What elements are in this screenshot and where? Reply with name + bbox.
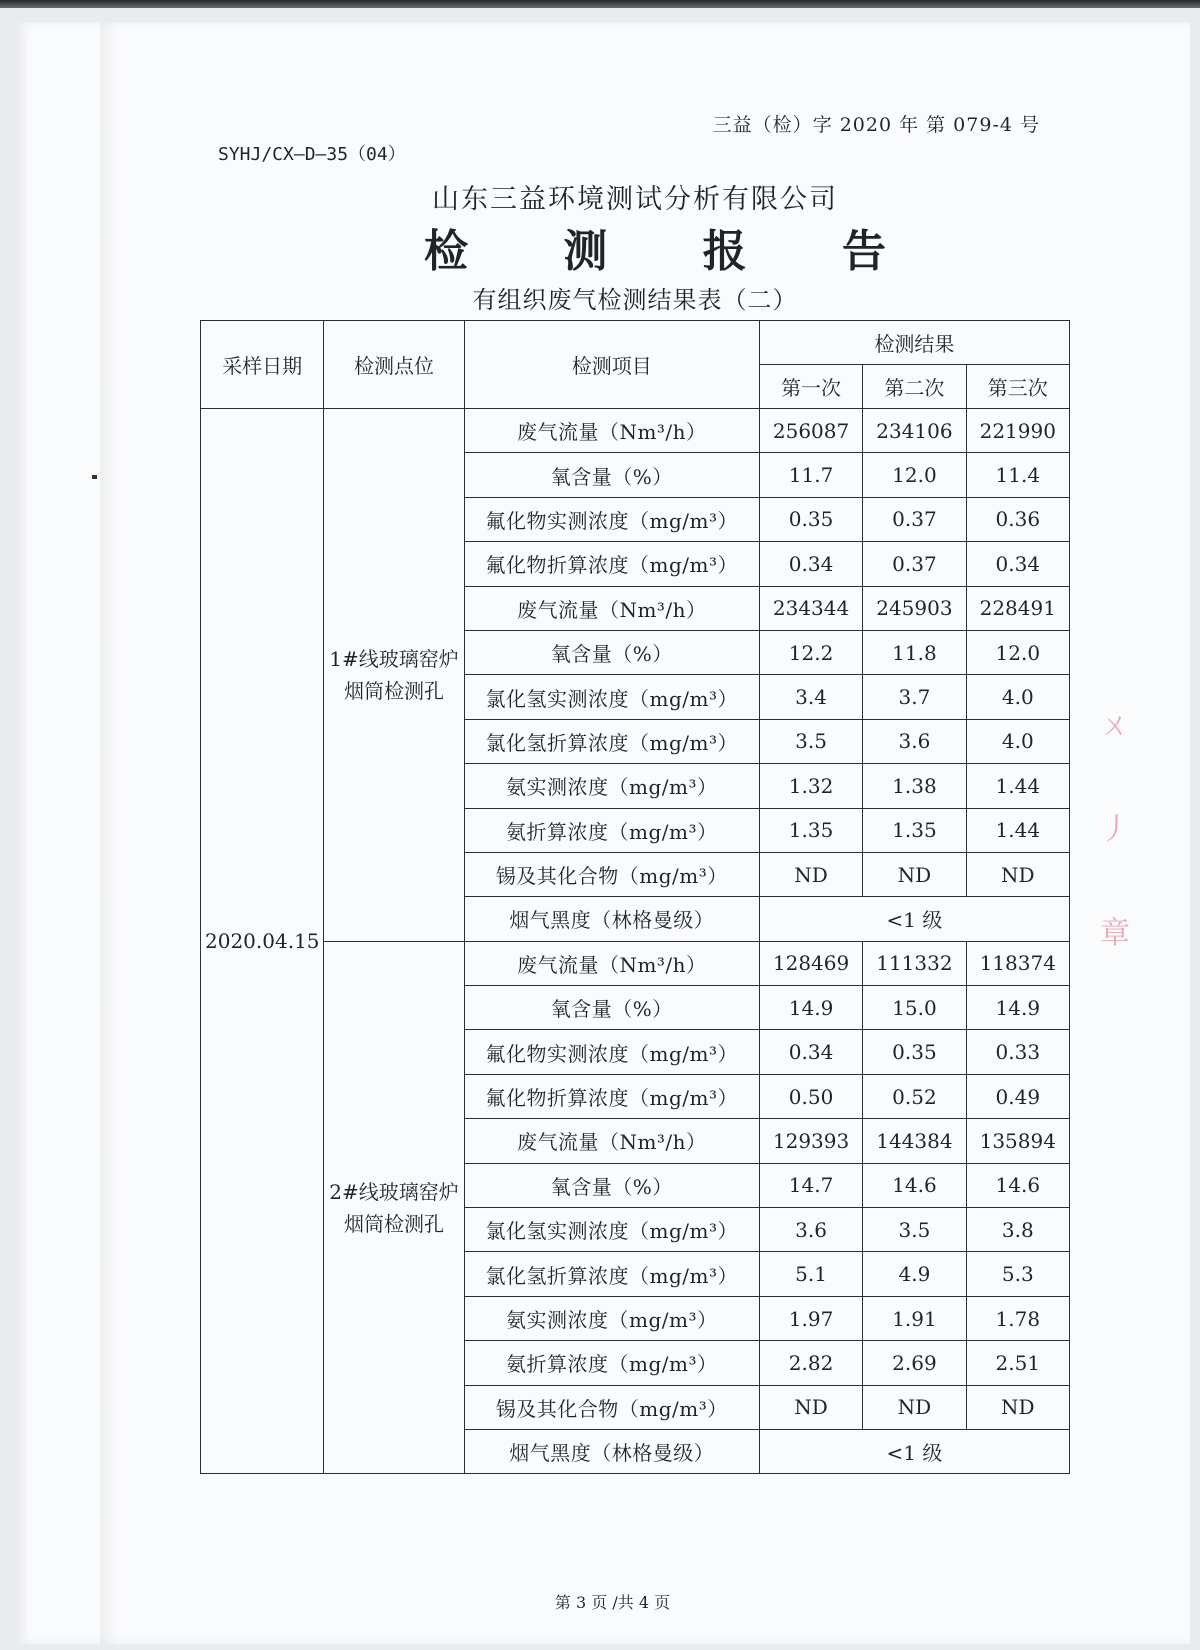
parameter-name: 氯化氢折算浓度（mg/m³） xyxy=(464,719,759,763)
parameter-name: 锡及其化合物（mg/m³） xyxy=(464,852,759,896)
company-name: 山东三益环境测试分析有限公司 xyxy=(432,184,838,215)
result-value: 0.52 xyxy=(863,1074,966,1118)
scan-edge xyxy=(0,0,1200,8)
parameter-name: 废气流量（Nm³/h） xyxy=(464,586,759,630)
result-value: 0.34 xyxy=(759,1030,862,1074)
result-value: 12.0 xyxy=(863,453,966,497)
result-value: 135894 xyxy=(966,1119,1069,1163)
result-value: 111332 xyxy=(863,941,966,985)
result-value: 1.97 xyxy=(759,1296,862,1340)
parameter-name: 氯化氢实测浓度（mg/m³） xyxy=(464,675,759,719)
header-date: 采样日期 xyxy=(201,321,324,409)
result-value: 3.5 xyxy=(759,719,862,763)
result-value: 221990 xyxy=(966,409,1069,453)
result-value: 4.0 xyxy=(966,675,1069,719)
result-value: 14.9 xyxy=(759,986,862,1030)
parameter-name: 氧含量（%） xyxy=(464,453,759,497)
result-value: 14.7 xyxy=(759,1163,862,1207)
result-value: ND xyxy=(759,852,862,896)
result-value: 128469 xyxy=(759,941,862,985)
parameter-name: 废气流量（Nm³/h） xyxy=(464,409,759,453)
header-point: 检测点位 xyxy=(324,321,464,409)
result-value: 0.35 xyxy=(863,1030,966,1074)
parameter-name: 氧含量（%） xyxy=(464,1163,759,1207)
result-value: 1.91 xyxy=(863,1296,966,1340)
result-value: 228491 xyxy=(966,586,1069,630)
result-value: ND xyxy=(863,1385,966,1429)
smoke-blackness-value: <1 级 xyxy=(759,1429,1069,1473)
smoke-blackness-value: <1 级 xyxy=(759,897,1069,941)
parameter-name: 氨折算浓度（mg/m³） xyxy=(464,1341,759,1385)
result-value: 1.44 xyxy=(966,808,1069,852)
parameter-name: 烟气黑度（林格曼级） xyxy=(464,1429,759,1473)
result-value: 144384 xyxy=(863,1119,966,1163)
result-value: 0.49 xyxy=(966,1074,1069,1118)
parameter-name: 氟化物实测浓度（mg/m³） xyxy=(464,497,759,541)
result-value: ND xyxy=(966,1385,1069,1429)
parameter-name: 氧含量（%） xyxy=(464,986,759,1030)
result-value: 118374 xyxy=(966,941,1069,985)
result-value: 0.35 xyxy=(759,497,862,541)
parameter-name: 氟化物实测浓度（mg/m³） xyxy=(464,1030,759,1074)
result-value: 4.0 xyxy=(966,719,1069,763)
result-value: 0.33 xyxy=(966,1030,1069,1074)
result-value: 3.4 xyxy=(759,675,862,719)
result-value: 1.35 xyxy=(863,808,966,852)
result-value: 0.37 xyxy=(863,497,966,541)
result-value: 15.0 xyxy=(863,986,966,1030)
header-results: 检测结果 xyxy=(759,321,1069,365)
result-value: 3.6 xyxy=(863,719,966,763)
result-value: 14.9 xyxy=(966,986,1069,1030)
sampling-point: 1#线玻璃窑炉烟筒检测孔 xyxy=(324,409,464,942)
red-seal-stamp: ㄨ 丿 章 xyxy=(1100,708,1130,951)
result-value: 12.2 xyxy=(759,630,862,674)
parameter-name: 废气流量（Nm³/h） xyxy=(464,941,759,985)
page-footer: 第 3 页 /共 4 页 xyxy=(554,1593,671,1612)
result-value: 234344 xyxy=(759,586,862,630)
header-item: 检测项目 xyxy=(464,321,759,409)
result-value: 3.8 xyxy=(966,1208,1069,1252)
result-value: ND xyxy=(966,852,1069,896)
parameter-name: 氧含量（%） xyxy=(464,630,759,674)
scan-speck xyxy=(92,475,97,479)
result-value: 12.0 xyxy=(966,630,1069,674)
header-run-3: 第三次 xyxy=(966,365,1069,409)
header-run-2: 第二次 xyxy=(863,365,966,409)
result-value: 3.6 xyxy=(759,1208,862,1252)
result-value: 5.3 xyxy=(966,1252,1069,1296)
report-title: 检 测 报 告 xyxy=(424,226,926,277)
parameter-name: 氟化物折算浓度（mg/m³） xyxy=(464,542,759,586)
parameter-name: 烟气黑度（林格曼级） xyxy=(464,897,759,941)
result-value: 256087 xyxy=(759,409,862,453)
result-value: 245903 xyxy=(863,586,966,630)
result-value: 11.7 xyxy=(759,453,862,497)
result-value: 234106 xyxy=(863,409,966,453)
result-value: 14.6 xyxy=(863,1163,966,1207)
result-value: 1.38 xyxy=(863,764,966,808)
result-value: 0.34 xyxy=(759,542,862,586)
sample-date: 2020.04.15 xyxy=(201,409,324,1474)
result-value: ND xyxy=(759,1385,862,1429)
parameter-name: 氟化物折算浓度（mg/m³） xyxy=(464,1074,759,1118)
result-value: 4.9 xyxy=(863,1252,966,1296)
header-run-1: 第一次 xyxy=(759,365,862,409)
result-value: 11.4 xyxy=(966,453,1069,497)
result-value: 11.8 xyxy=(863,630,966,674)
result-value: 5.1 xyxy=(759,1252,862,1296)
parameter-name: 废气流量（Nm³/h） xyxy=(464,1119,759,1163)
result-value: 1.32 xyxy=(759,764,862,808)
parameter-name: 氯化氢实测浓度（mg/m³） xyxy=(464,1208,759,1252)
result-value: 0.37 xyxy=(863,542,966,586)
parameter-name: 氨实测浓度（mg/m³） xyxy=(464,1296,759,1340)
table-title: 有组织废气检测结果表（二） xyxy=(472,286,798,314)
results-table xyxy=(200,320,1070,1474)
header-row xyxy=(201,321,1070,365)
result-value: 0.34 xyxy=(966,542,1069,586)
parameter-name: 氨实测浓度（mg/m³） xyxy=(464,764,759,808)
result-value: 2.82 xyxy=(759,1341,862,1385)
result-value: 2.69 xyxy=(863,1341,966,1385)
result-value: 3.5 xyxy=(863,1208,966,1252)
result-value: 3.7 xyxy=(863,675,966,719)
result-value: 129393 xyxy=(759,1119,862,1163)
parameter-name: 锡及其化合物（mg/m³） xyxy=(464,1385,759,1429)
result-value: 0.50 xyxy=(759,1074,862,1118)
result-value: 2.51 xyxy=(966,1341,1069,1385)
parameter-name: 氨折算浓度（mg/m³） xyxy=(464,808,759,852)
table-row xyxy=(201,409,1070,453)
result-value: 1.44 xyxy=(966,764,1069,808)
form-code: SYHJ/CX—D—35（04） xyxy=(218,144,406,165)
parameter-name: 氯化氢折算浓度（mg/m³） xyxy=(464,1252,759,1296)
result-value: ND xyxy=(863,852,966,896)
result-value: 1.78 xyxy=(966,1296,1069,1340)
document-number: 三益（检）字 2020 年 第 079-4 号 xyxy=(712,114,1040,136)
result-value: 1.35 xyxy=(759,808,862,852)
table-row xyxy=(201,941,1070,985)
result-value: 14.6 xyxy=(966,1163,1069,1207)
result-value: 0.36 xyxy=(966,497,1069,541)
sampling-point: 2#线玻璃窑炉烟筒检测孔 xyxy=(324,941,464,1474)
